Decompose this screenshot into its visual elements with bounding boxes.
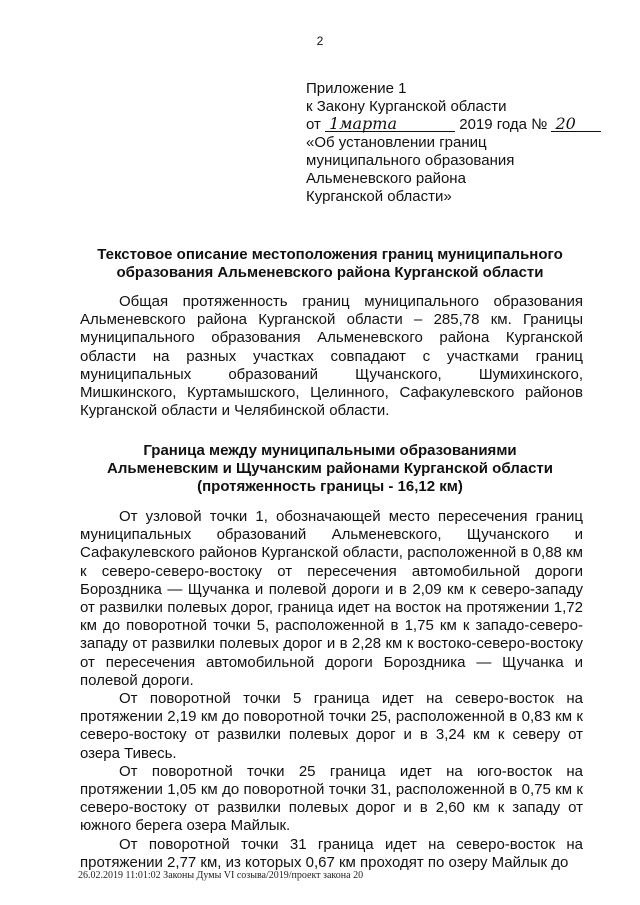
- document-heading-line-1: Текстовое описание местоположения границ муниципального: [97, 246, 563, 263]
- paragraph: От поворотной точки 25 граница идет на юго-восток на протяжении 1,05 км до поворотной точки 31, расположенной в 0,75 км к северо-востоку от развилки полевых дорог и в 2,60 км к западу от южного берега озера Майлык.: [80, 762, 583, 835]
- boundary-description: [80, 508, 583, 872]
- handwritten-date: 1марта: [325, 117, 455, 132]
- section-heading-line-1: Граница между муниципальными образованиями: [143, 442, 517, 459]
- appendix-date-line: [306, 116, 601, 134]
- paragraph: От узловой точки 1, обозначающей место пересечения границ муниципальных образований Альменевского, Щучанского и Сафакулевского районов Курганской области, расположенной в 0,88 км к северо-северо-востоку от пересечения автомобильной дороги Бороздника — Щучанка и полевой дороги и в 2,09 км к северо-западу от развилки полевых дорог, граница идет на восток на протяжении 1,72 км до поворотной точки 5, расположенной в 1,75 км к западо-северо-западу от развилки полевых дорог и в 2,28 км к востоко-северо-востоку от пересечения автомобильной дороги Бороздника — Щучанка и полевой дороги.: [80, 508, 583, 689]
- appendix-title: Приложение 1: [306, 80, 407, 97]
- appendix-law-title-4: Курганской области»: [306, 188, 452, 205]
- document-heading-line-2: образования Альменевского района Курганской области: [116, 264, 544, 281]
- section-heading: [80, 442, 580, 496]
- footer-file-path: 26.02.2019 11:01:02 Законы Думы VI созыва/2019/проект закона 20: [78, 870, 364, 881]
- section-heading-line-3: (протяженность границы - 16,12 км): [197, 478, 463, 495]
- year-label: 2019 года №: [459, 116, 548, 133]
- handwritten-number: 20: [551, 117, 601, 132]
- appendix-law-ref: к Закону Курганской области: [306, 98, 507, 115]
- paragraph: От поворотной точки 31 граница идет на северо-восток на протяжении 2,77 км, из которых 0,67 км проходят по озеру Майлык до: [80, 835, 583, 871]
- appendix-law-title-1: «Об установлении границ: [306, 134, 487, 151]
- from-label: от: [306, 116, 321, 133]
- appendix-law-title-2: муниципального образования: [306, 152, 515, 169]
- appendix-block: [306, 80, 601, 206]
- intro-paragraph: Общая протяженность границ муниципального образования Альменевского района Курганской области – 285,78 км. Границы муниципального образования Альменевского района Курганской области на разных участках совпадают с участками границ муниципальных образований Щучанского, Шумихинского, Мишкинского, Куртамышского, Целинного, Сафакулевского районов Курганской области и Челябинской области.: [80, 293, 583, 420]
- section-heading-line-2: Альменевским и Щучанским районами Курганской области: [107, 460, 553, 477]
- appendix-law-title-3: Альменевского района: [306, 170, 466, 187]
- document-heading: [80, 246, 580, 282]
- intro-section: [80, 293, 583, 420]
- paragraph: От поворотной точки 5 граница идет на северо-восток на протяжении 2,19 км до поворотной точки 25, расположенной в 0,83 км к северо-востоку от развилки полевых дорог и в 3,24 км к северу от озера Тивесь.: [80, 690, 583, 762]
- page-number: 2: [316, 34, 324, 48]
